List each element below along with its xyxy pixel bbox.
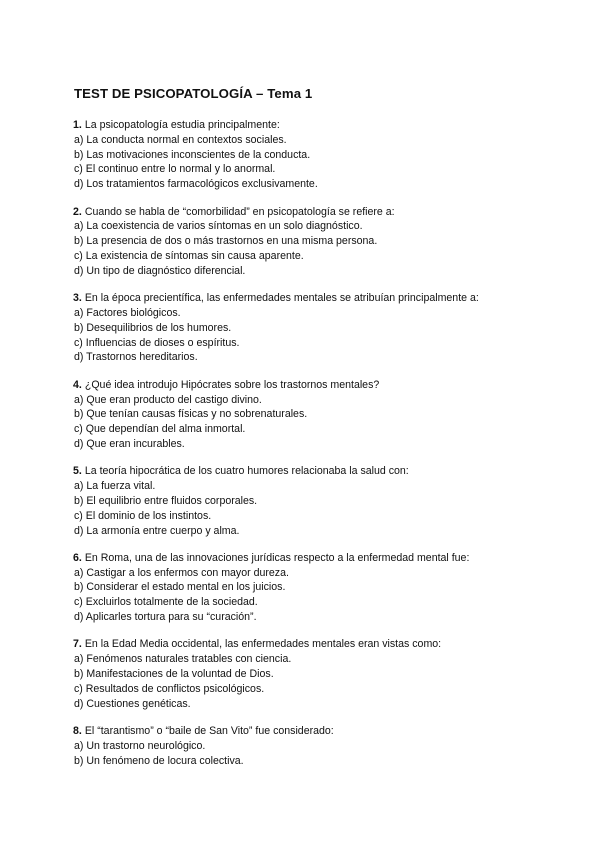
answer-option: c) Resultados de conflictos psicológicos.	[74, 682, 265, 695]
question-block	[73, 551, 573, 625]
question-list	[73, 118, 573, 781]
question-number: 1.	[73, 119, 82, 131]
question-number: 5.	[73, 465, 82, 478]
question-text: ¿Qué idea introdujo Hipócrates sobre los trastornos mentales?	[84, 378, 380, 391]
answer-option: a) Factores biológicos.	[74, 306, 181, 319]
answer-option: b) Las motivaciones inconscientes de la conducta.	[74, 148, 311, 161]
answer-option: c) Influencias de dioses o espíritus.	[74, 336, 240, 349]
question-number: 2.	[73, 205, 82, 218]
answer-option: b) El equilibrio entre fluidos corporales.	[74, 494, 258, 507]
question-number: 3.	[73, 292, 82, 305]
question-block	[73, 724, 573, 768]
question-line	[73, 464, 573, 479]
answer-option: d) Los tratamientos farmacológicos exclusivamente.	[74, 178, 318, 191]
question-number: 6.	[73, 551, 82, 564]
question-line	[73, 118, 573, 133]
question-line	[73, 551, 573, 566]
document-title: TEST DE PSICOPATOLOGÍA – Tema 1	[74, 86, 313, 101]
answer-option: b) Manifestaciones de la voluntad de Dios.	[74, 668, 274, 681]
question-block	[73, 464, 573, 538]
question-block	[73, 205, 573, 279]
question-line	[73, 378, 573, 393]
question-number: 8.	[73, 725, 82, 738]
answer-option: a) La fuerza vital.	[74, 480, 156, 493]
question-text: La teoría hipocrática de los cuatro humores relacionaba la salud con:	[84, 465, 409, 478]
answer-option: a) La conducta normal en contextos sociales.	[74, 133, 287, 146]
answer-option: a) La coexistencia de varios síntomas en un solo diagnóstico.	[74, 220, 363, 233]
answer-option: b) Un fenómeno de locura colectiva.	[74, 754, 244, 767]
answer-option: a) Que eran producto del castigo divino.	[74, 393, 262, 406]
answer-option: b) La presencia de dos o más trastornos en una misma persona.	[74, 235, 378, 248]
question-text: En la Edad Media occidental, las enfermedades mentales eran vistas como:	[84, 638, 442, 651]
question-block	[73, 637, 573, 711]
answer-option: b) Desequilibrios de los humores.	[74, 321, 232, 334]
question-text: El “tarantismo” o “baile de San Vito” fue considerado:	[84, 725, 334, 738]
answer-option: b) Que tenían causas físicas y no sobrenaturales.	[74, 408, 308, 421]
answer-option: a) Fenómenos naturales tratables con ciencia.	[74, 653, 292, 666]
answer-option: c) Excluirlos totalmente de la sociedad.	[74, 596, 258, 609]
question-line	[73, 637, 573, 652]
question-block	[73, 378, 573, 452]
question-text: En Roma, una de las innovaciones jurídicas respecto a la enfermedad mental fue:	[84, 551, 470, 564]
answer-option: d) Un tipo de diagnóstico diferencial.	[74, 264, 246, 277]
answer-option: d) Aplicarles tortura para su “curación”.	[74, 611, 257, 624]
question-text: La psicopatología estudia principalmente:	[84, 119, 280, 131]
question-block	[73, 118, 573, 192]
answer-option: a) Un trastorno neurológico.	[74, 739, 206, 752]
answer-option: c) Que dependían del alma inmortal.	[74, 423, 246, 436]
question-block	[73, 291, 573, 365]
question-line	[73, 205, 573, 220]
question-number: 4.	[73, 378, 82, 391]
answer-option: d) Que eran incurables.	[74, 437, 185, 450]
answer-option: c) El continuo entre lo normal y lo anormal.	[74, 163, 276, 176]
answer-option: b) Considerar el estado mental en los juicios.	[74, 581, 286, 594]
answer-option: c) El dominio de los instintos.	[74, 509, 212, 522]
answer-option: a) Castigar a los enfermos con mayor dureza.	[74, 566, 289, 579]
question-text: En la época precientífica, las enfermedades mentales se atribuían principalmente a:	[84, 292, 479, 305]
question-number: 7.	[73, 638, 82, 651]
question-line	[73, 724, 573, 739]
answer-option: c) La existencia de síntomas sin causa aparente.	[74, 249, 304, 262]
question-line	[73, 291, 573, 306]
answer-option: d) Trastornos hereditarios.	[74, 351, 198, 364]
answer-option: d) La armonía entre cuerpo y alma.	[74, 524, 240, 537]
question-text: Cuando se habla de “comorbilidad” en psicopatología se refiere a:	[84, 205, 395, 218]
answer-option: d) Cuestiones genéticas.	[74, 697, 191, 710]
